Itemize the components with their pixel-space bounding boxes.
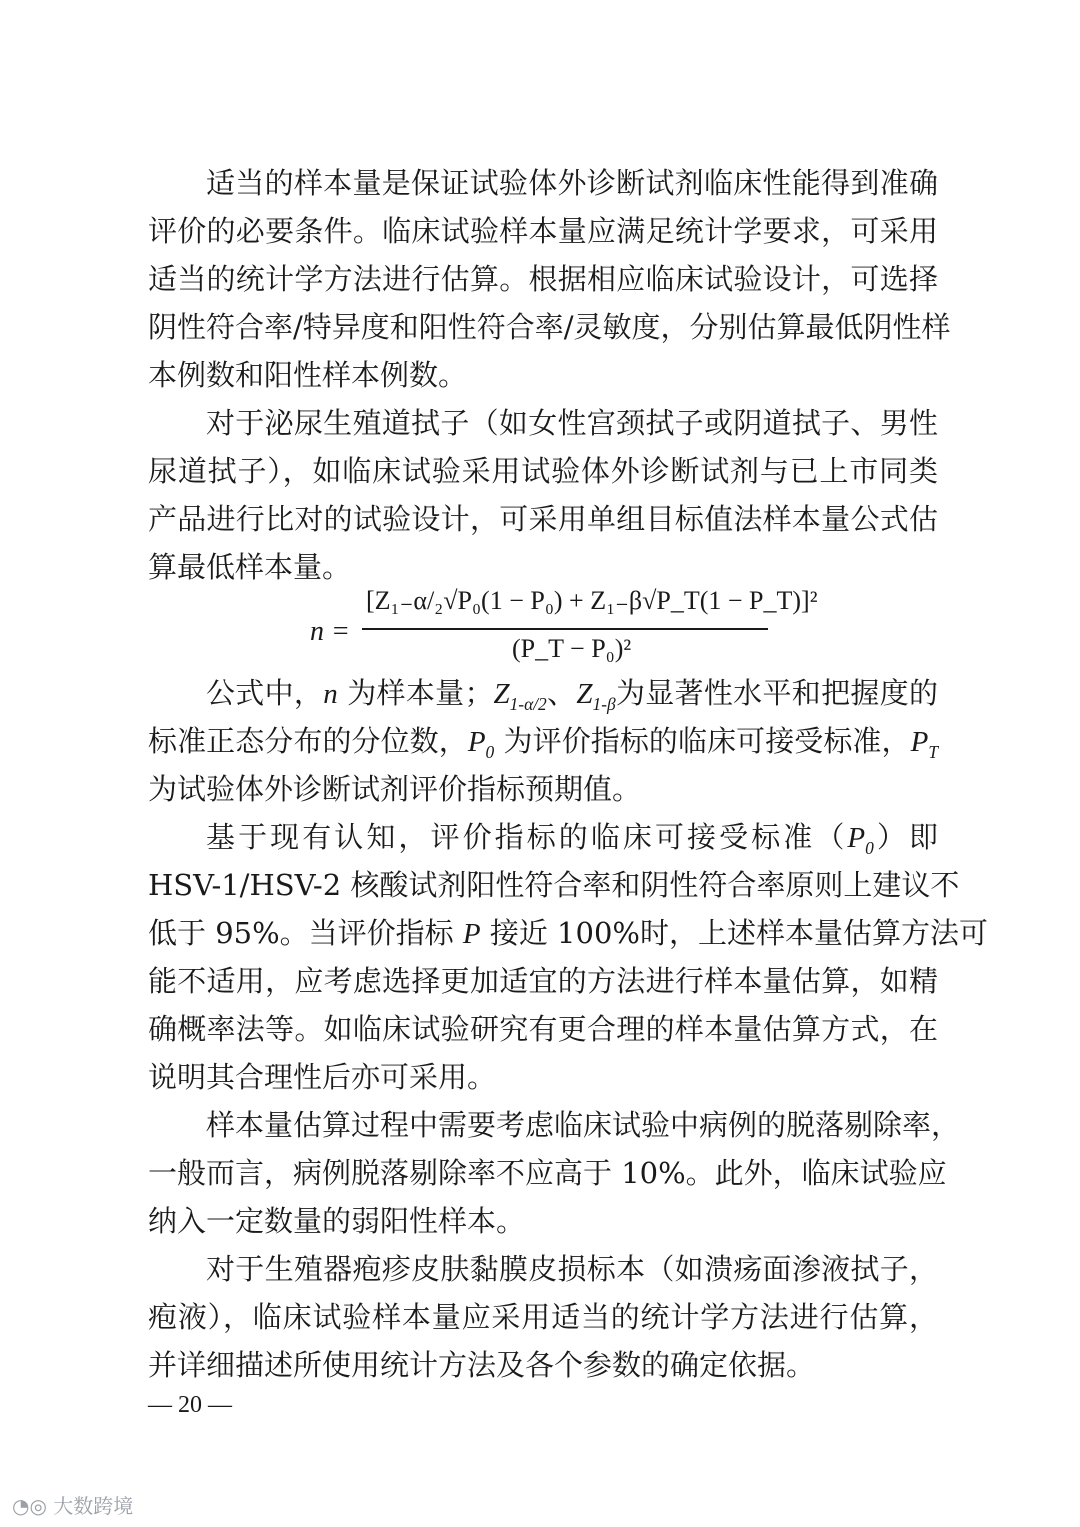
- text-run: 基于现有认知，评价指标的临床可接受标准（: [206, 820, 848, 854]
- formula-denominator: (P_T − P₀)²: [512, 634, 632, 663]
- paragraph-line: 适当的样本量是保证试验体外诊断试剂临床性能得到准确: [206, 166, 938, 200]
- math-var: n: [323, 678, 338, 710]
- paragraph-line: 确概率法等。如临床试验研究有更合理的样本量估算方式，在: [148, 1012, 938, 1046]
- paragraph-line: 为试验体外诊断试剂评价指标预期值。: [148, 772, 642, 806]
- text-run: 标准正态分布的分位数，: [148, 724, 468, 758]
- paragraph-line: [148, 913, 988, 954]
- text-run: 公式中，: [206, 676, 324, 710]
- math-var: Z: [576, 678, 593, 710]
- paragraph-line: 纳入一定数量的弱阳性样本。: [148, 1204, 526, 1238]
- paragraph-line: 对于泌尿生殖道拭子（如女性宫颈拭子或阴道拭子、男性: [206, 406, 938, 440]
- math-sub: 0: [485, 741, 495, 762]
- paragraph-line: 尿道拭子），如临床试验采用试验体外诊断试剂与已上市同类: [148, 454, 938, 488]
- paragraph-line: 算最低样本量。: [148, 550, 352, 584]
- paragraph-line: 阴性符合率/特异度和阳性符合率/灵敏度，分别估算最低阴性样: [148, 310, 951, 344]
- math-var: P: [467, 726, 486, 758]
- text-run: 为显著性水平和把握度的: [615, 676, 938, 710]
- paragraph-line: 能不适用，应考虑选择更加适宜的方法进行样本量估算，如精: [148, 964, 938, 998]
- paragraph-line: HSV-1/HSV-2 核酸试剂阳性符合率和阴性符合率原则上建议不: [148, 868, 960, 902]
- math-var: P: [462, 918, 481, 950]
- math-sub: 1-β: [592, 693, 616, 714]
- paragraph-line: [206, 673, 938, 724]
- math-var: Z: [493, 678, 510, 710]
- sample-size-formula: [300, 580, 818, 670]
- text-run: 接近 100%时，上述样本量估算方法可: [480, 916, 988, 950]
- paragraph-line: 样本量估算过程中需要考虑临床试验中病例的脱落剔除率，: [206, 1108, 961, 1142]
- math-var: P: [910, 726, 929, 758]
- paragraph-line: 并详细描述所使用统计方法及各个参数的确定依据。: [148, 1348, 816, 1382]
- page-number: — 20 —: [148, 1392, 232, 1418]
- text-run: 为样本量；: [337, 676, 494, 710]
- watermark-logo-icon: ◔◎: [12, 1494, 47, 1518]
- paragraph-line: 疱液），临床试验样本量应采用适当的统计学方法进行估算，: [148, 1300, 938, 1334]
- watermark-text: 大数跨境: [53, 1494, 134, 1518]
- paragraph-line: 适当的统计学方法进行估算。根据相应临床试验设计，可选择: [148, 262, 938, 296]
- paragraph-line: [148, 721, 938, 772]
- text-run: 低于 95%。当评价指标: [148, 916, 463, 950]
- paragraph-line: 说明其合理性后亦可采用。: [148, 1060, 497, 1094]
- paragraph-line: 本例数和阳性样本例数。: [148, 358, 468, 392]
- text-run: ）即: [873, 820, 938, 854]
- math-sub: 1-α/2: [509, 693, 547, 714]
- formula-numerator: [Z₁₋α/₂√P₀(1 − P₀) + Z₁₋β√P_T(1 − P_T)]²: [366, 586, 818, 615]
- paragraph-line: 对于生殖器疱疹皮肤黏膜皮损标本（如溃疡面渗液拭子，: [206, 1252, 938, 1286]
- math-sub: 0: [865, 837, 874, 858]
- paragraph-line: 评价的必要条件。临床试验样本量应满足统计学要求，可采用: [148, 214, 938, 248]
- paragraph-line: [206, 817, 938, 868]
- formula-lhs: n =: [310, 616, 350, 647]
- math-sub: T: [928, 741, 938, 762]
- watermark: [12, 1490, 133, 1519]
- paragraph-line: 一般而言，病例脱落剔除率不应高于 10%。此外，临床试验应: [148, 1156, 947, 1190]
- fraction-bar: [362, 628, 768, 630]
- text-run: 为评价指标的临床可接受标准，: [494, 724, 911, 758]
- math-var: P: [847, 822, 866, 854]
- paragraph-line: 产品进行比对的试验设计，可采用单组目标值法样本量公式估: [148, 502, 938, 536]
- text-run: 、: [546, 676, 577, 710]
